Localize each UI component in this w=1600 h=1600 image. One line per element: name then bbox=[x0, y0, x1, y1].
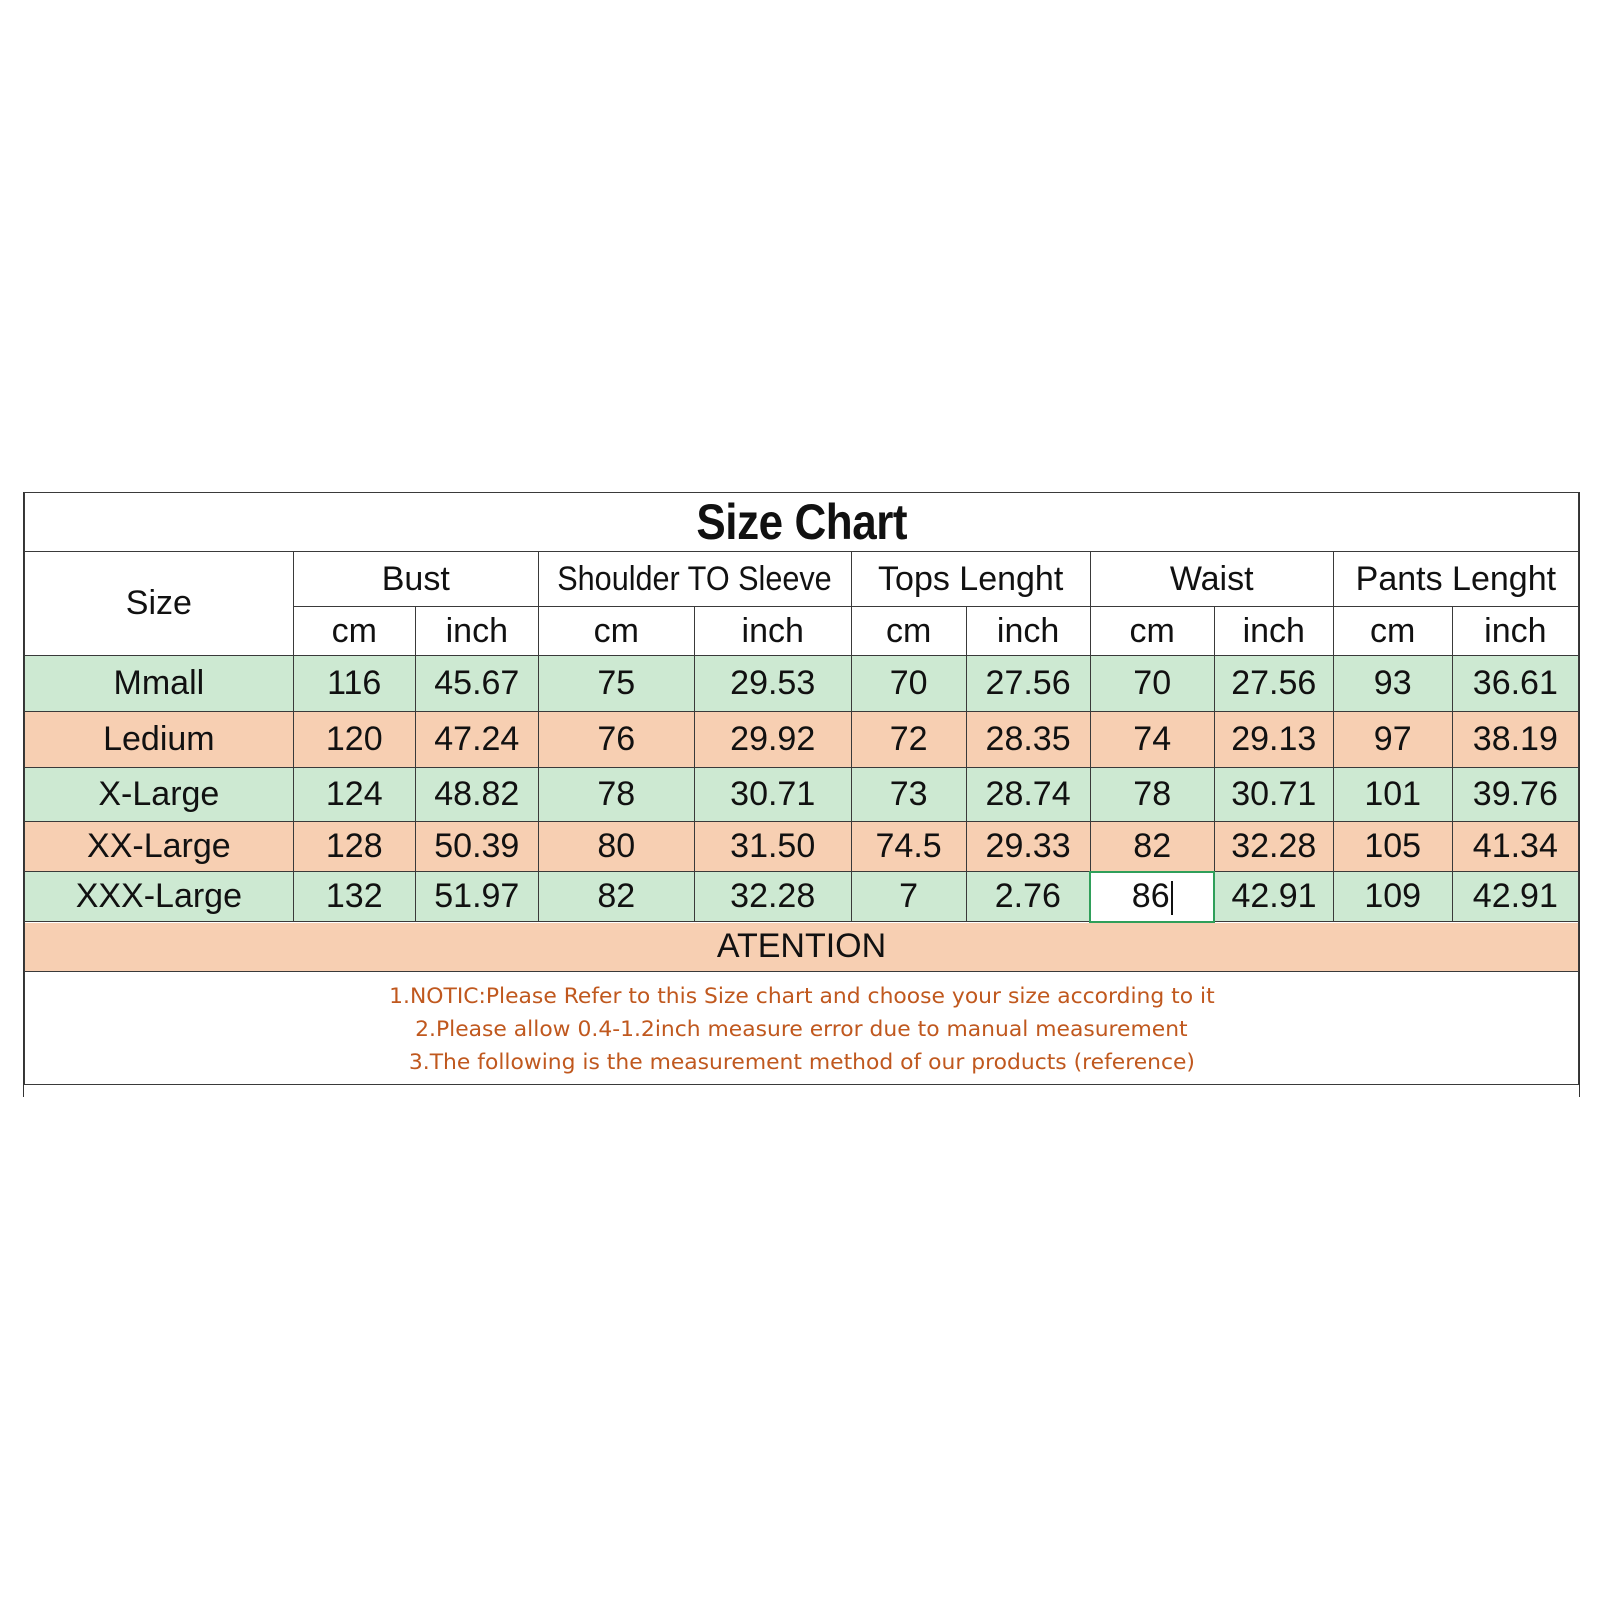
size-label-cell[interactable]: XXX-Large bbox=[25, 872, 294, 922]
table-cell[interactable]: 50.39 bbox=[415, 822, 538, 872]
table-cell[interactable]: 27.56 bbox=[1214, 656, 1333, 712]
size-label-cell[interactable]: Mmall bbox=[25, 656, 294, 712]
table-row bbox=[25, 656, 1579, 712]
table-cell[interactable]: 27.56 bbox=[966, 656, 1090, 712]
table-cell[interactable]: 30.71 bbox=[694, 768, 851, 822]
table-cell[interactable]: 30.71 bbox=[1214, 768, 1333, 822]
group-header-bust: Bust bbox=[293, 552, 538, 607]
table-cell[interactable]: 101 bbox=[1333, 768, 1452, 822]
bottom-strip bbox=[24, 1085, 1579, 1097]
group-header-tops-length: Tops Lenght bbox=[851, 552, 1090, 607]
table-cell[interactable]: 32.28 bbox=[1214, 822, 1333, 872]
table-cell[interactable]: 78 bbox=[538, 768, 694, 822]
table-cell[interactable]: 76 bbox=[538, 712, 694, 768]
size-label-cell[interactable]: XX-Large bbox=[25, 822, 294, 872]
group-header-shoulder-text: Shoulder TO Sleeve bbox=[557, 559, 832, 598]
table-cell[interactable]: 109 bbox=[1333, 872, 1452, 922]
note-line bbox=[25, 1013, 1578, 1046]
table-cell[interactable]: 7 bbox=[851, 872, 966, 922]
table-cell[interactable]: 31.50 bbox=[694, 822, 851, 872]
table-cell[interactable]: 78 bbox=[1090, 768, 1214, 822]
note-line bbox=[25, 1046, 1578, 1079]
chart-title-text: Size Chart bbox=[696, 494, 907, 550]
unit-header: inch bbox=[1214, 607, 1333, 656]
unit-header: inch bbox=[415, 607, 538, 656]
table-cell[interactable]: 32.28 bbox=[694, 872, 851, 922]
attention-banner: ATENTION bbox=[25, 922, 1579, 972]
unit-header: inch bbox=[1452, 607, 1578, 656]
table-cell[interactable]: 72 bbox=[851, 712, 966, 768]
size-label-cell[interactable]: Ledium bbox=[25, 712, 294, 768]
table-cell[interactable]: 93 bbox=[1333, 656, 1452, 712]
size-chart bbox=[23, 492, 1580, 1097]
table-cell[interactable]: 29.53 bbox=[694, 656, 851, 712]
unit-header: inch bbox=[694, 607, 851, 656]
table-cell[interactable]: 128 bbox=[293, 822, 415, 872]
table-cell[interactable]: 29.13 bbox=[1214, 712, 1333, 768]
group-header-waist: Waist bbox=[1090, 552, 1333, 607]
table-cell[interactable]: 51.97 bbox=[415, 872, 538, 922]
unit-header: cm bbox=[851, 607, 966, 656]
table-cell[interactable]: 97 bbox=[1333, 712, 1452, 768]
text-caret bbox=[1171, 881, 1173, 915]
table-cell[interactable]: 36.61 bbox=[1452, 656, 1578, 712]
table-cell[interactable]: 29.33 bbox=[966, 822, 1090, 872]
note-text: 2.Please allow 0.4-1.2inch measure error due to manual measurement bbox=[415, 1017, 1188, 1041]
chart-title bbox=[25, 493, 1579, 552]
table-row bbox=[25, 768, 1579, 822]
table-cell[interactable]: 2.76 bbox=[966, 872, 1090, 922]
unit-header: cm bbox=[1090, 607, 1214, 656]
table-cell[interactable]: 47.24 bbox=[415, 712, 538, 768]
table-cell[interactable]: 70 bbox=[1090, 656, 1214, 712]
table-cell[interactable]: 48.82 bbox=[415, 768, 538, 822]
unit-header: cm bbox=[1333, 607, 1452, 656]
table-cell[interactable]: 28.74 bbox=[966, 768, 1090, 822]
table-cell[interactable]: 120 bbox=[293, 712, 415, 768]
selected-cell-editing[interactable] bbox=[1090, 872, 1214, 922]
size-table bbox=[24, 492, 1579, 1085]
table-cell[interactable]: 45.67 bbox=[415, 656, 538, 712]
note-text: 1.NOTIC:Please Refer to this Size chart and choose your size according to it bbox=[388, 984, 1215, 1008]
table-row bbox=[25, 822, 1579, 872]
table-cell[interactable]: 82 bbox=[538, 872, 694, 922]
table-cell[interactable]: 124 bbox=[293, 768, 415, 822]
table-cell[interactable]: 73 bbox=[851, 768, 966, 822]
table-cell[interactable]: 41.34 bbox=[1452, 822, 1578, 872]
table-cell[interactable]: 42.91 bbox=[1214, 872, 1333, 922]
notes-block bbox=[25, 971, 1579, 1084]
table-cell[interactable]: 132 bbox=[293, 872, 415, 922]
table-cell[interactable]: 28.35 bbox=[966, 712, 1090, 768]
table-cell[interactable]: 116 bbox=[293, 656, 415, 712]
table-cell[interactable]: 42.91 bbox=[1452, 872, 1578, 922]
table-cell[interactable]: 29.92 bbox=[694, 712, 851, 768]
table-cell[interactable]: 82 bbox=[1090, 822, 1214, 872]
table-cell[interactable]: 70 bbox=[851, 656, 966, 712]
table-cell[interactable]: 80 bbox=[538, 822, 694, 872]
unit-header: inch bbox=[966, 607, 1090, 656]
unit-header: cm bbox=[293, 607, 415, 656]
table-row bbox=[25, 712, 1579, 768]
unit-header: cm bbox=[538, 607, 694, 656]
table-cell[interactable]: 105 bbox=[1333, 822, 1452, 872]
group-header-pants-length: Pants Lenght bbox=[1333, 552, 1578, 607]
note-text: 3.The following is the measurement method of our products (reference) bbox=[408, 1050, 1195, 1074]
table-cell[interactable]: 75 bbox=[538, 656, 694, 712]
group-header-shoulder-to-sleeve bbox=[538, 552, 851, 607]
size-column-header: Size bbox=[25, 552, 294, 656]
table-cell[interactable]: 74.5 bbox=[851, 822, 966, 872]
table-row bbox=[25, 872, 1579, 922]
cell-edit-text: 86 bbox=[1131, 877, 1170, 915]
table-cell[interactable]: 74 bbox=[1090, 712, 1214, 768]
table-cell[interactable]: 39.76 bbox=[1452, 768, 1578, 822]
size-label-cell[interactable]: X-Large bbox=[25, 768, 294, 822]
table-cell[interactable]: 38.19 bbox=[1452, 712, 1578, 768]
note-line bbox=[25, 980, 1578, 1013]
